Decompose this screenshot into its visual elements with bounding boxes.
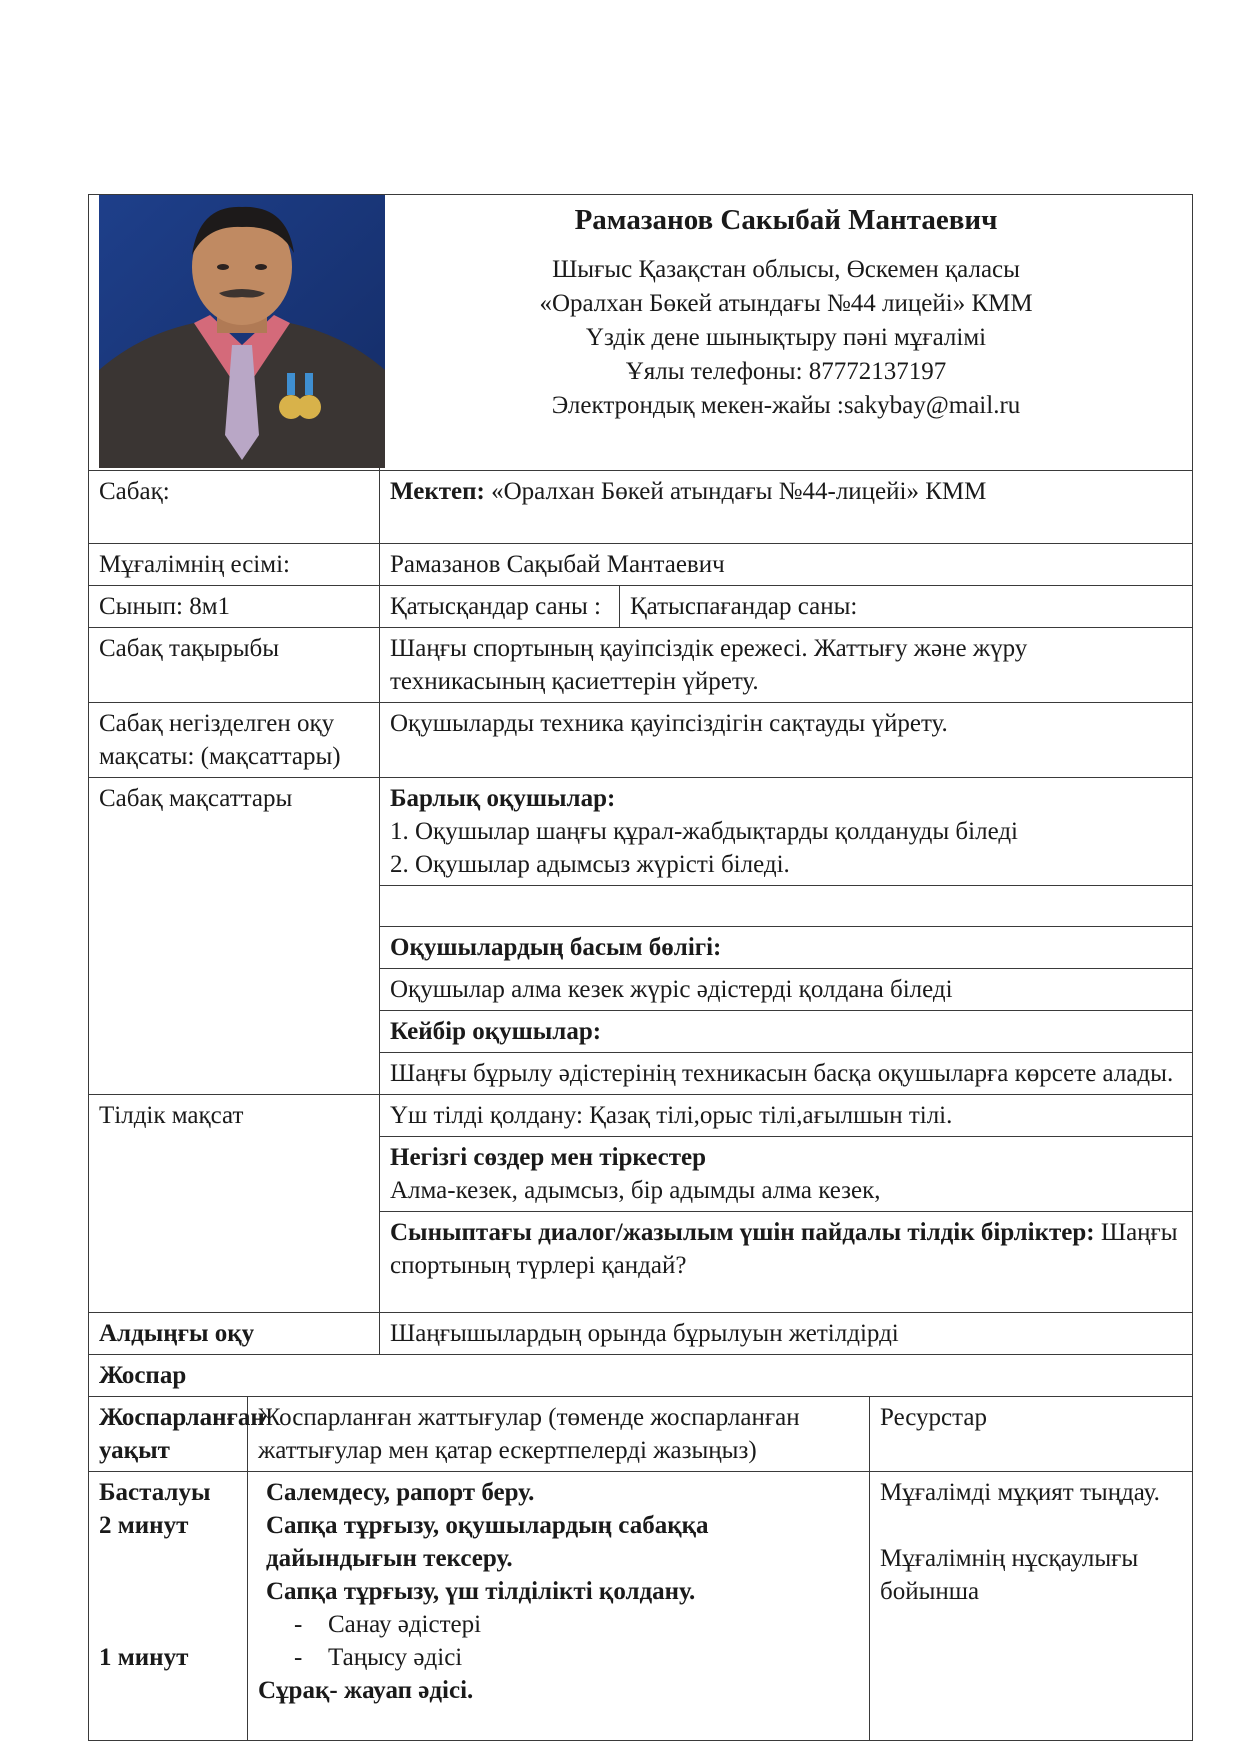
lesson-plan-table [88,194,1193,1741]
some-students-value: Шаңғы бұрылу әдістерінің техникасын басқа оқушыларға көрсете алады. [380,1053,1193,1095]
language-label: Тілдік мақсат [89,1095,380,1313]
class-row [89,586,1193,628]
lesson-label: Сабақ: [89,471,380,544]
prev-row [89,1313,1193,1355]
phone-line: Ұялы телефоны: 87772137197 [625,358,947,385]
school-label: Мектеп: [390,478,485,505]
activity-2: Сапқа тұрғызу, оқушылардың сабаққа дайындығын тексеру. [266,1512,709,1572]
plan-title: Жоспар [89,1355,1193,1397]
col-time-header: Жоспарланған уақыт [89,1397,248,1472]
region-line: Шығыс Қазақстан облысы, Өскемен қаласы [552,256,1020,283]
school-cell [380,471,1193,544]
class-label: Сынып: 8м1 [89,586,380,628]
dialog-value: Шаңғы спортының түрлері қандай? [390,1219,1178,1279]
teacher-row [89,544,1193,586]
keywords-label: Негізгі сөздер мен тіркестер [390,1144,706,1171]
time-1min: 1 минут [99,1644,189,1671]
col-activities-header: Жоспарланған жаттығулар (төменде жоспарланған жаттығулар мен қатар ескертпелерді жазыңыз) [248,1397,870,1472]
topic-row [89,628,1193,703]
activity-1: Салемдесу, рапорт беру. [266,1479,535,1506]
teacher-info [380,195,1193,471]
lesson-plan-document [88,194,1192,1741]
most-students-value: Оқушылар алма кезек жүріс әдістерді қолдана біледі [380,969,1193,1011]
plan-header-row [89,1397,1193,1472]
teacher-photo [99,195,385,468]
objective-label: Сабақ негізделген оқу мақсаты: (мақсаттары) [89,703,380,778]
spacer-cell [380,886,1193,927]
prev-label: Алдыңғы оқу [89,1313,380,1355]
activity-3: Сапқа тұрғызу, үш тілділікті қолдану. [266,1578,696,1605]
col-resources-header: Ресурстар [870,1397,1193,1472]
all-students-label: Барлық оқушылар: [390,785,616,812]
time-start: Басталуы [99,1479,211,1506]
absent-label: Қатыспағандар саны: [620,586,1193,628]
objective-value: Оқушыларды техника қауіпсіздігін сақтауды үйрету. [380,703,1193,778]
title-line: Үздік дене шынықтыру пәні мұғалімі [585,324,987,351]
language-row [89,1095,1193,1137]
goals-row-all [89,778,1193,886]
resource-2: Мұғалімнің нұсқаулығы бойынша [880,1545,1139,1605]
teacher-name: Рамазанов Сакыбай Мантаевич [574,204,998,236]
all-students-cell [380,778,1193,886]
topic-label: Сабақ тақырыбы [89,628,380,703]
all-students-goal-2: 2. Оқушылар адымсыз жүрісті біледі. [390,851,790,878]
teacher-value: Рамазанов Сақыбай Мантаевич [380,544,1193,586]
all-students-goal-1: 1. Оқушылар шаңғы құрал-жабдықтарды қолдануды біледі [390,818,1019,845]
header-row [89,195,1193,471]
plan-title-row [89,1355,1193,1397]
activity-method-2: - Таңысу әдісі [294,1644,463,1671]
activity-method-1: - Санау әдістері [294,1611,482,1638]
keywords-value: Алма-кезек, адымсыз, бір адымды алма кезек, [390,1177,881,1204]
some-students-label: Кейбір оқушылар: [380,1011,1193,1053]
time-cell [89,1472,248,1741]
objective-row [89,703,1193,778]
lesson-row [89,471,1193,544]
teacher-label: Мұғалімнің есімі: [89,544,380,586]
activity-4: Сұрақ- жауап әдісі. [258,1677,474,1704]
goals-label: Сабақ мақсаттары [89,778,380,1095]
present-label: Қатысқандар саны : [380,586,620,628]
resources-cell [870,1472,1193,1741]
dialog-cell [380,1212,1193,1313]
prev-value: Шаңғышылардың орында бұрылуын жетілдірді [380,1313,1193,1355]
most-students-label: Оқушылардың басым бөлігі: [380,927,1193,969]
language-value: Үш тілді қолдану: Қазақ тілі,орыс тілі,ағылшын тілі. [380,1095,1193,1137]
email-line: Электрондық мекен-жайы :sakybay@mail.ru [551,392,1021,419]
keywords-cell [380,1137,1193,1212]
time-2min: 2 минут [99,1512,189,1539]
dialog-label: Сыныптағы диалог/жазылым үшін пайдалы тілдік бірліктер: [390,1219,1095,1246]
school-line: «Оралхан Бөкей атындағы №44 лицейі» КММ [539,290,1033,317]
school-value: «Оралхан Бөкей атындағы №44-лицейі» КММ [484,478,987,505]
activities-cell [248,1472,870,1741]
plan-start-row [89,1472,1193,1741]
topic-value: Шаңғы спортының қауіпсіздік ережесі. Жаттығу және жүру техникасының қасиеттерін үйрету. [380,628,1193,703]
photo-cell [89,195,380,471]
resource-1: Мұғалімді мұқият тыңдау. [880,1479,1160,1506]
